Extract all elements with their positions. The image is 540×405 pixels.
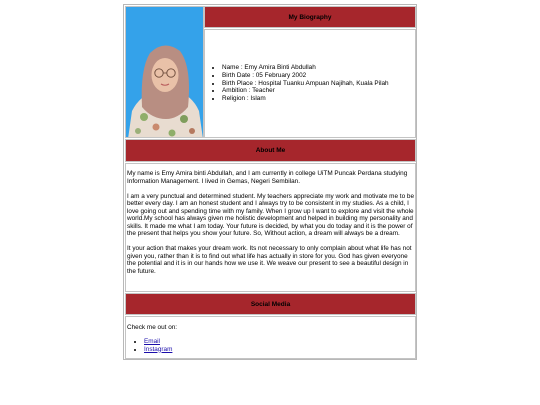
social-item-email: [144, 338, 414, 346]
bio-item-birth-date: • Birth Date : 05 February 2002: [222, 72, 389, 80]
about-title: About Me: [255, 147, 286, 154]
about-content: [125, 163, 416, 292]
biography-list: [205, 64, 389, 103]
social-intro: Check me out on:: [127, 324, 178, 331]
profile-photo: [125, 6, 204, 138]
email-link[interactable]: Email: [144, 337, 160, 345]
about-paragraph-3: It your action that makes your dream work. Its not necessary to only complain about what life has not given you, rather than it is to find out what life has actually in store for you. God has given everyone the potential and it is in our hands how we use it. We weave our present to see a beautiful design in the future.: [127, 245, 412, 275]
social-content: [125, 316, 416, 359]
bio-item-birth-place: • Birth Place : Hospital Tuanku Ampuan Najihah, Kuala Pilah: [222, 80, 389, 88]
bio-item-ambition: • Ambition : Teacher: [222, 87, 389, 95]
instagram-link[interactable]: Instagram: [144, 345, 173, 353]
social-title: Social Media: [250, 300, 291, 308]
bio-item-name: • Name : Emy Amira Binti Abdullah: [222, 64, 389, 72]
social-links: [127, 338, 414, 354]
about-header: [125, 139, 416, 162]
bio-item-religion: • Religion : Islam: [222, 95, 389, 103]
profile-photo-image: [126, 7, 204, 138]
social-header: [125, 293, 416, 315]
biography-header: [204, 6, 416, 28]
social-item-instagram: [144, 346, 414, 354]
biography-page: [123, 4, 417, 360]
biography-details: [204, 29, 416, 138]
about-paragraph-1: My name is Emy Amira binti Abdullah, and I am currently in college UiTM Puncak Perdana studying Information Management. I lived in Gemas, Negeri Sembilan.: [127, 170, 408, 185]
about-paragraph-2: I am a very punctual and determined student. My teachers appreciate my work and motivate me to be better every day. I am an honest student and I always try to be consistent in my studies. As a child, I love going out and spending time with my family. When I grow up I want to explore and visit the whole world.My school has always given me holistic development and helped in building my personality and skills. It made me what I am today. Your future is decided, by what you do today and it is the power of the present that helps you show your future. So, Without action, a dream will always be a dream.: [127, 192, 415, 237]
biography-title: My Biography: [288, 13, 332, 21]
